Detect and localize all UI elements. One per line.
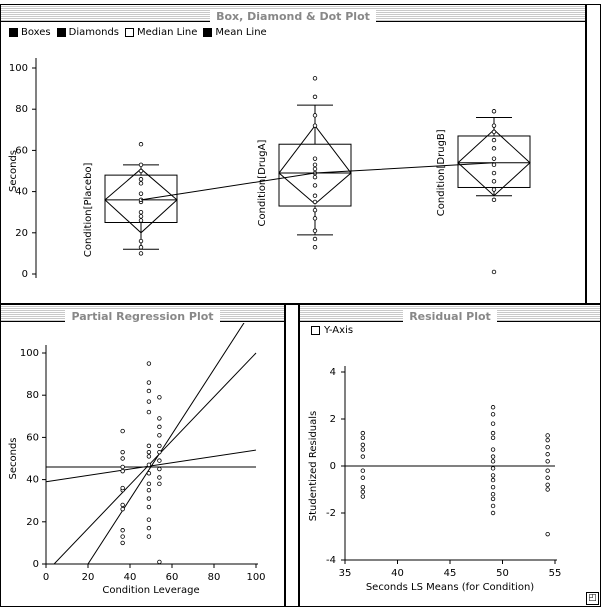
data-point [158,482,162,486]
y-axis-label: Seconds [8,149,19,193]
x-tick-label: 45 [443,568,457,579]
data-point [147,444,151,448]
data-point [313,208,317,212]
data-point [546,452,550,456]
data-point [361,436,365,440]
legend-mean-line[interactable]: Mean Line [203,27,266,38]
data-point [361,431,365,435]
data-point [313,124,317,128]
data-point [491,448,495,452]
x-tick-label: 40 [391,568,404,579]
left-scrollbar[interactable] [285,304,299,607]
data-point [158,425,162,429]
data-point [147,455,151,459]
data-point [491,467,495,471]
y-tick-label: -2 [326,508,336,519]
y-tick-label: 80 [15,104,28,116]
data-point [313,95,317,99]
data-point [121,503,125,507]
y-tick-label: 60 [26,432,39,444]
data-point [491,485,495,489]
data-point [313,167,317,171]
group-label: Condition[DrugB] [436,129,447,217]
data-point [492,188,496,192]
data-point [121,465,125,469]
x-axis-label: Seconds LS Means (for Condition) [365,582,535,593]
x-tick-label: 100 [246,572,266,583]
residual-chart [300,335,600,605]
y-tick-label: 60 [15,145,28,157]
y-tick-label: 2 [329,414,336,425]
data-point [492,109,496,113]
data-point [158,467,162,471]
data-point [491,492,495,496]
data-point [313,175,317,179]
data-point [121,535,125,539]
data-point [546,483,550,487]
data-point [158,433,162,437]
data-point [546,438,550,442]
data-point [147,488,151,492]
data-point [313,157,317,161]
data-point [492,171,496,175]
y-axis-label: Studentized Residuals [308,410,319,522]
x-tick-label: 20 [81,572,95,583]
box-plot-chart [0,40,586,302]
data-point [121,429,125,433]
data-point [313,77,317,81]
y-tick-label: 80 [26,390,39,402]
group-label: Condition[Placebo] [83,162,94,258]
data-point [147,518,151,522]
y-axis-checkbox[interactable] [311,326,320,335]
legend-diamonds[interactable]: Diamonds [57,27,119,38]
y-tick-label: 40 [15,186,28,198]
data-point [313,200,317,204]
data-point [492,147,496,151]
data-point [491,478,495,482]
y-tick-label: 100 [19,348,39,359]
data-point [361,485,365,489]
box-plot-legend [9,27,267,38]
data-point [491,431,495,435]
data-point [139,245,143,249]
y-tick-label: 40 [26,474,39,486]
data-point [158,450,162,454]
box-plot-titlebar[interactable] [1,5,585,22]
data-point [491,474,495,478]
regression-line-fit [46,353,256,572]
data-point [121,528,125,532]
data-point [139,210,143,214]
legend-boxes[interactable]: Boxes [9,27,51,38]
data-point [139,142,143,146]
data-point [313,245,317,249]
data-point [361,443,365,447]
data-point [491,497,495,501]
x-tick-label: 40 [123,572,137,583]
diamonds-checkbox[interactable] [57,28,66,37]
data-point [313,237,317,241]
data-point [491,413,495,417]
data-point [139,215,143,219]
data-point [158,560,162,564]
data-point [147,505,151,509]
data-point [492,198,496,202]
x-tick-label: 0 [42,572,50,583]
data-point [139,219,143,223]
data-point [158,396,162,400]
data-point [546,445,550,449]
data-point [139,169,143,173]
data-point [313,184,317,188]
data-point [147,381,151,385]
data-point [147,463,151,467]
data-point [361,448,365,452]
y-tick-label: 20 [15,227,28,239]
residual-title: Residual Plot [403,310,497,323]
x-axis-label: Condition Leverage [102,585,200,596]
boxes-checkbox[interactable] [9,28,18,37]
y-tick-label: 0 [32,559,39,570]
data-point [121,469,125,473]
y-tick-label: 20 [26,516,39,528]
data-point [121,507,125,511]
x-tick-label: 60 [165,572,179,583]
partial-regression-chart [0,321,285,606]
box-plot-title: Box, Diamond & Dot Plot [210,10,376,23]
data-point [546,476,550,480]
data-point [121,541,125,545]
mean-line-checkbox[interactable] [203,28,212,37]
data-point [313,114,317,118]
data-point [546,532,550,536]
data-point [313,217,317,221]
x-tick-label: 50 [496,568,509,579]
data-point [546,469,550,473]
data-point [491,504,495,508]
partial-regression-titlebar[interactable] [1,305,284,322]
data-point [158,459,162,463]
data-point [158,417,162,421]
data-point [491,460,495,464]
data-point [147,471,151,475]
data-point [147,389,151,393]
data-point [546,434,550,438]
data-point [139,252,143,256]
data-point [147,400,151,404]
y-tick-label: 4 [329,367,336,378]
data-point [147,450,151,454]
data-point [139,239,143,243]
data-point [139,177,143,181]
data-point [121,486,125,490]
data-point [492,180,496,184]
data-point [147,410,151,414]
data-point [147,482,151,486]
data-point [147,362,151,366]
median-line-checkbox[interactable] [125,28,134,37]
partial-regression-title: Partial Regression Plot [65,310,219,323]
data-point [492,124,496,128]
data-point [491,422,495,426]
data-point [491,436,495,440]
y-tick-label: -4 [326,555,336,566]
data-point [147,535,151,539]
group-label: Condition[DrugA] [257,139,268,227]
data-point [492,138,496,142]
data-point [361,495,365,499]
y-tick-label: 0 [21,269,28,280]
residual-titlebar[interactable] [300,305,600,322]
data-point [361,490,365,494]
data-point [139,182,143,186]
data-point [491,405,495,409]
data-point [139,192,143,196]
resize-grip-icon[interactable]: ◰ [586,592,599,605]
data-point [313,229,317,233]
data-point [158,476,162,480]
legend-median-line[interactable]: Median Line [125,27,197,38]
data-point [147,497,151,501]
data-point [492,270,496,274]
data-point [313,194,317,198]
data-point [491,455,495,459]
data-point [139,163,143,167]
x-tick-label: 35 [338,568,352,579]
data-point [491,511,495,515]
data-point [546,488,550,492]
data-point [147,526,151,530]
data-point [492,130,496,134]
top-scrollbar[interactable] [586,4,601,304]
data-point [121,450,125,454]
y-tick-label: 0 [329,461,336,472]
data-point [121,457,125,461]
data-point [546,460,550,464]
y-tick-label: 100 [8,63,28,74]
y-axis-label: Y-Axis [324,325,354,336]
data-point [313,163,317,167]
x-tick-label: 80 [207,572,221,583]
data-point [158,444,162,448]
data-point [361,476,365,480]
data-point [492,163,496,167]
y-axis-label: Seconds [8,437,19,480]
x-tick-label: 55 [548,568,562,579]
data-point [492,157,496,161]
data-point [361,469,365,473]
data-point [361,455,365,459]
